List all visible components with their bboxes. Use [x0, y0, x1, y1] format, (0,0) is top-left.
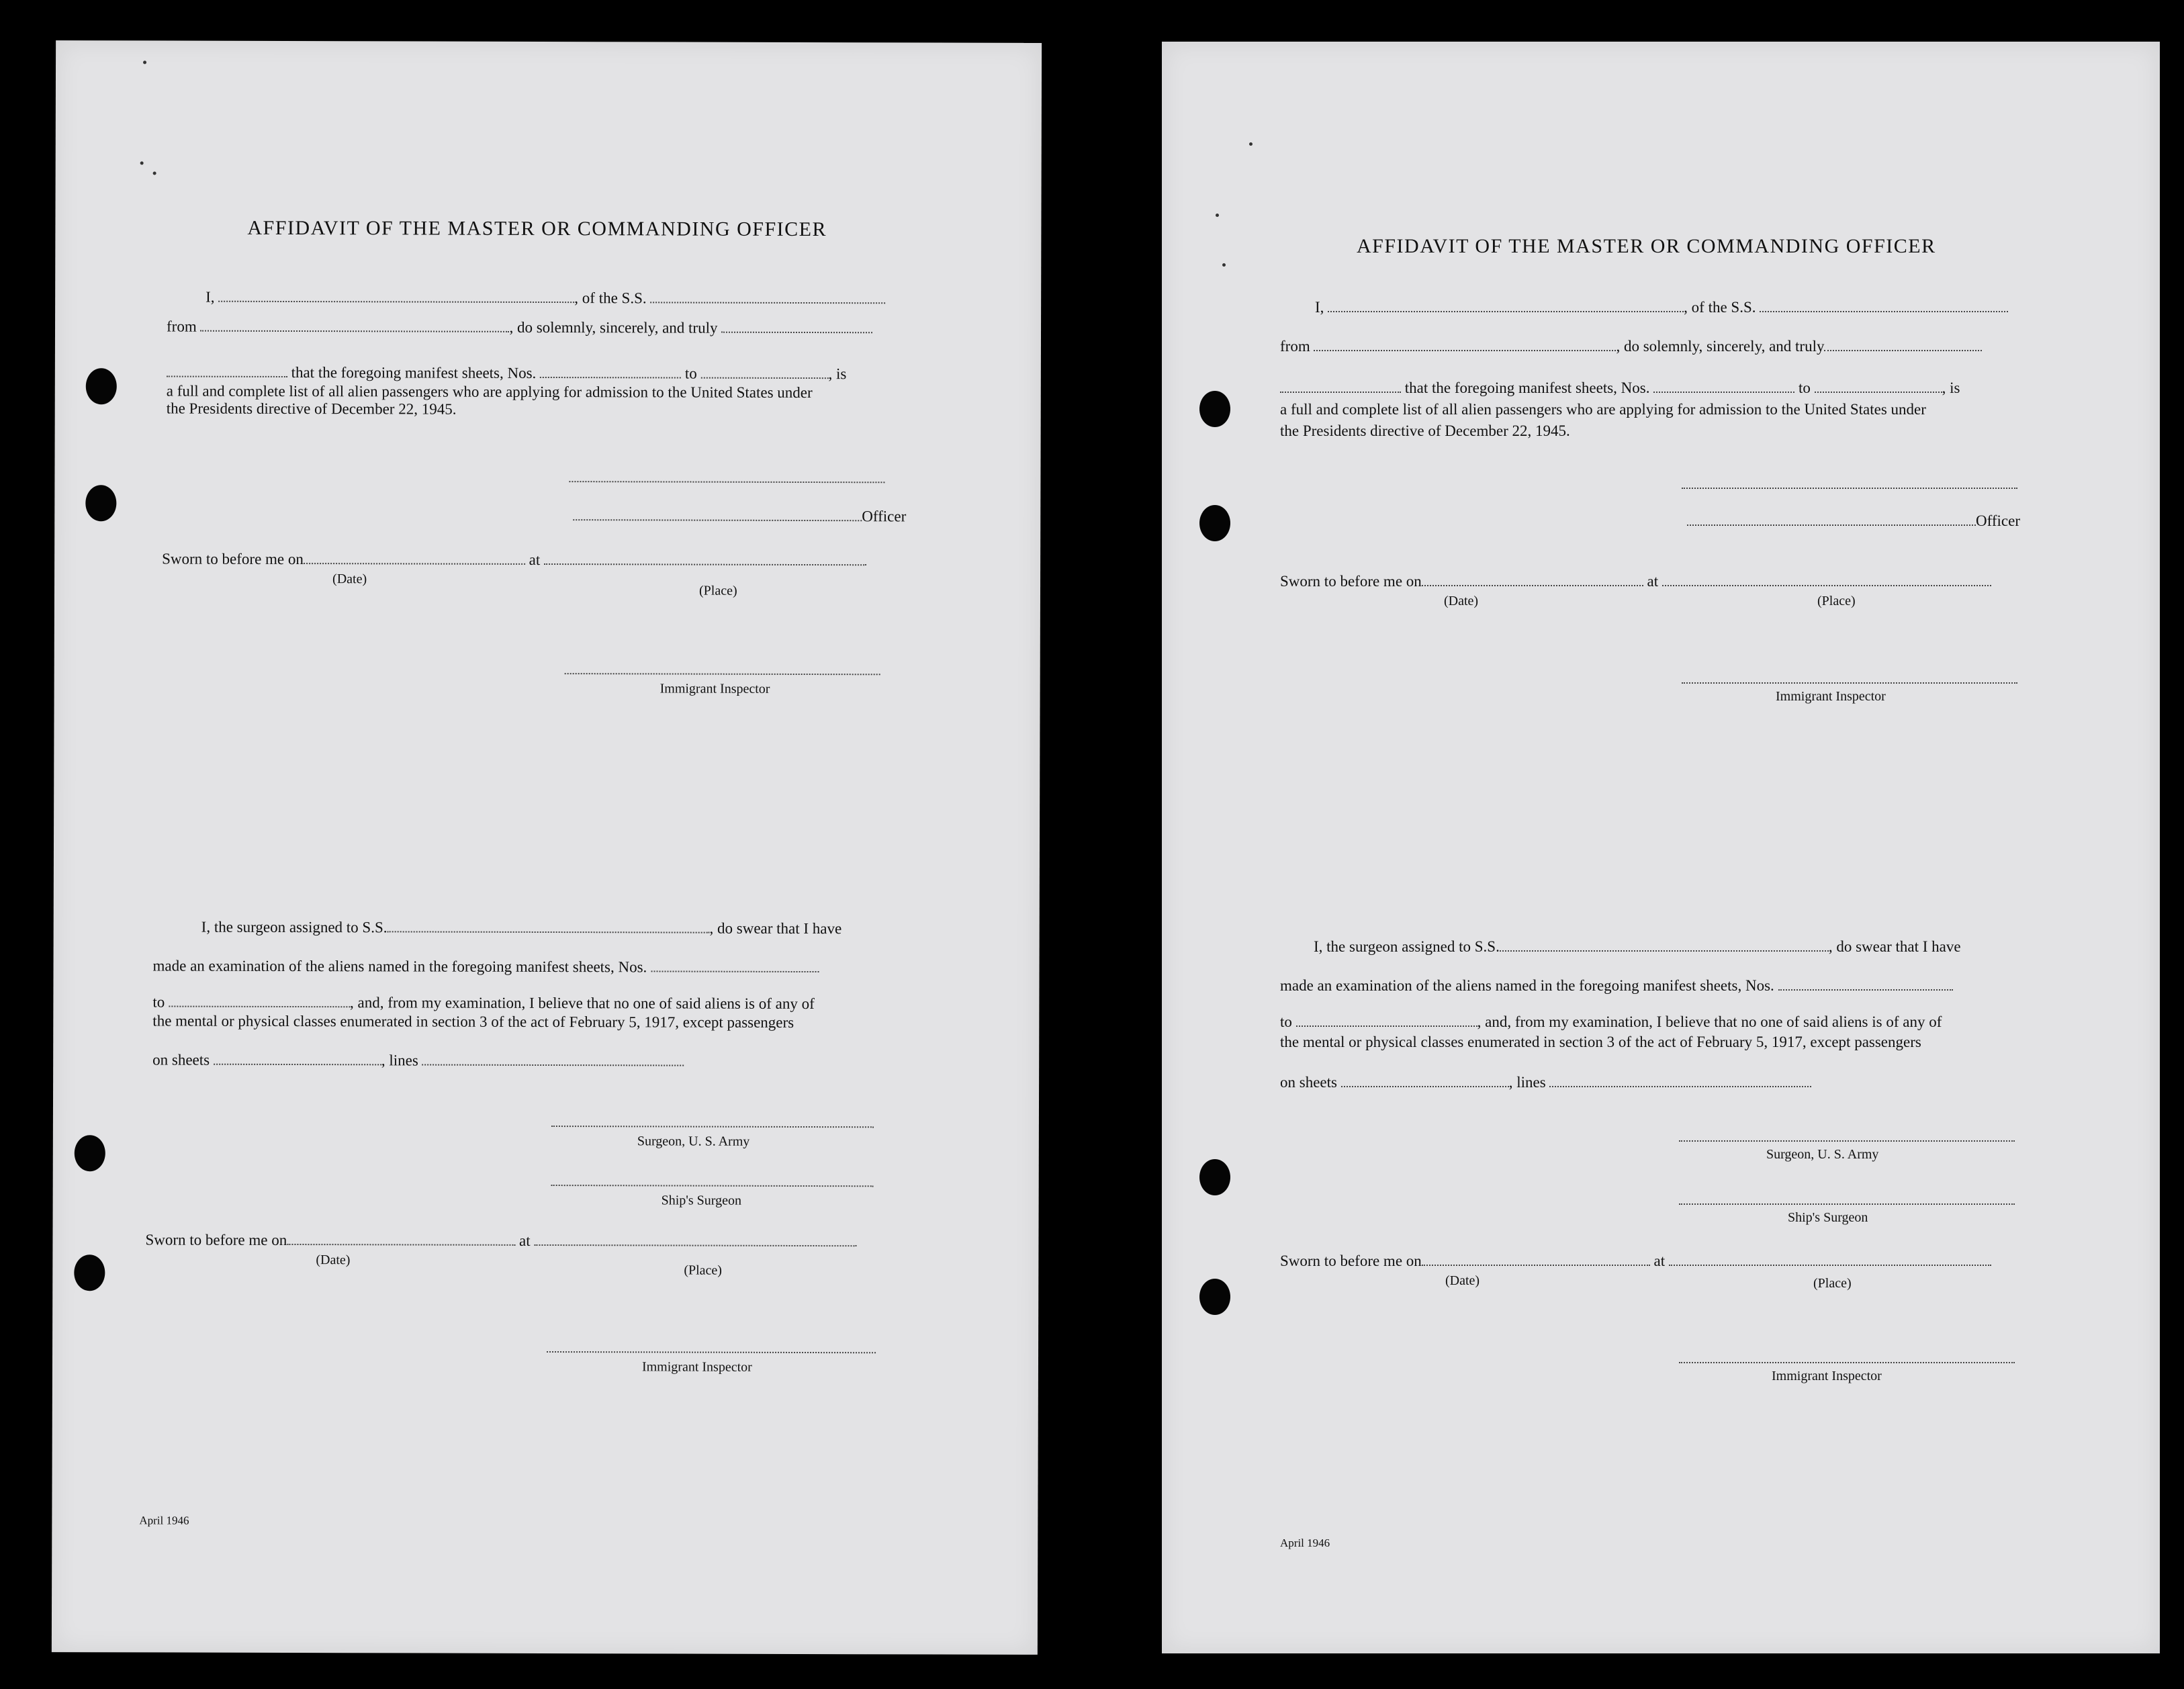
inspector-line: [1679, 1362, 2015, 1363]
footer-date: April 1946: [139, 1514, 189, 1527]
inspector-line: [565, 673, 880, 675]
surgeon-line-1: I, the surgeon assigned to S.S. , do swear that I have: [201, 918, 842, 938]
affidavit-title: AFFIDAVIT OF THE MASTER OR COMMANDING OFFICER: [247, 216, 827, 241]
punch-hole: [85, 485, 116, 521]
surgeon-line-1: I, the surgeon assigned to S.S. , do swear that I have: [1314, 938, 1961, 955]
punch-hole: [1199, 391, 1230, 427]
date-caption: (Date): [1444, 594, 1479, 608]
affidavit-line-5: the Presidents directive of December 22, 1945.: [1280, 422, 1570, 439]
officer-line: Officer: [1687, 512, 2020, 531]
surgeon-sworn-line: Sworn to before me on at: [145, 1230, 856, 1251]
immigrant-inspector-caption: Immigrant Inspector: [1772, 1369, 1882, 1383]
surgeon-line-5: on sheets , lines: [152, 1050, 684, 1070]
inspector-line: [547, 1351, 876, 1353]
affidavit-line-3: that the foregoing manifest sheets, Nos. to , is: [1280, 379, 1960, 398]
affidavit-line-2: from , do solemnly, sincerely, and truly: [1280, 337, 1982, 356]
affidavit-line-1: I, , of the S.S.: [1315, 298, 2008, 317]
surgeon-line-3: to , and, from my examination, I believe that no one of said aliens is of any of: [152, 993, 815, 1013]
immigrant-inspector-caption: Immigrant Inspector: [641, 1359, 752, 1375]
surgeon-line-5: on sheets , lines: [1280, 1073, 1811, 1092]
punch-hole: [86, 368, 117, 404]
affidavit-line-3: that the foregoing manifest sheets, Nos. to , is: [167, 363, 847, 384]
punch-hole: [1199, 1159, 1230, 1195]
punch-hole: [74, 1254, 105, 1291]
officer-line: Officer: [573, 506, 906, 526]
punch-hole: [75, 1135, 105, 1171]
date-caption: (Date): [316, 1252, 351, 1268]
surgeon-sworn-line: Sworn to before me on at: [1280, 1252, 1991, 1271]
affidavit-line-4: a full and complete list of all alien passengers who are applying for admission to the United States under: [1280, 401, 1926, 418]
immigrant-inspector-caption: Immigrant Inspector: [659, 681, 770, 696]
place-caption: (Place): [684, 1263, 723, 1278]
surgeon-line-4: the mental or physical classes enumerated in section 3 of the act of February 5, 1917, except passengers: [152, 1012, 794, 1031]
date-caption: (Date): [332, 572, 367, 587]
ships-surgeon-caption: Ship's Surgeon: [1788, 1210, 1868, 1225]
army-surgeon-caption: Surgeon, U. S. Army: [637, 1134, 750, 1149]
form-page-right: [1162, 42, 2160, 1653]
affidavit-line-5: the Presidents directive of December 22, 1945.: [166, 400, 457, 418]
ships-surgeon-line: [551, 1185, 874, 1187]
punch-hole: [1199, 505, 1230, 541]
affidavit-line-2: from , do solemnly, sincerely, and truly: [167, 318, 872, 338]
footer-date: April 1946: [1280, 1537, 1330, 1549]
surgeon-line-4: the mental or physical classes enumerated in section 3 of the act of February 5, 1917, except passengers: [1280, 1034, 1921, 1050]
army-surgeon-line: [1679, 1140, 2015, 1142]
affidavit-line-1: I, , of the S.S.: [206, 288, 885, 309]
surgeon-line-2: made an examination of the aliens named in the foregoing manifest sheets, Nos.: [152, 956, 819, 977]
signature-line: [569, 481, 884, 483]
inspector-line: [1682, 682, 2017, 684]
form-page-left: [52, 40, 1042, 1655]
place-caption: (Place): [1813, 1276, 1852, 1291]
ships-surgeon-caption: Ship's Surgeon: [661, 1193, 742, 1208]
place-caption: (Place): [698, 583, 737, 598]
ships-surgeon-line: [1679, 1203, 2015, 1205]
date-caption: (Date): [1445, 1273, 1480, 1288]
army-surgeon-caption: Surgeon, U. S. Army: [1766, 1147, 1879, 1162]
punch-hole: [1199, 1279, 1230, 1315]
surgeon-line-2: made an examination of the aliens named in the foregoing manifest sheets, Nos.: [1280, 976, 1953, 995]
sworn-line: Sworn to before me on at: [1280, 572, 1991, 591]
army-surgeon-line: [551, 1126, 874, 1128]
surgeon-line-3: to , and, from my examination, I believe that no one of said aliens is of any of: [1280, 1013, 1942, 1030]
affidavit-line-4: a full and complete list of all alien passengers who are applying for admission to the United States under: [166, 382, 813, 402]
sworn-line: Sworn to before me on at: [162, 549, 866, 570]
place-caption: (Place): [1817, 594, 1856, 608]
affidavit-title: AFFIDAVIT OF THE MASTER OR COMMANDING OFFICER: [1357, 235, 1936, 257]
signature-line: [1682, 488, 2017, 489]
immigrant-inspector-caption: Immigrant Inspector: [1776, 689, 1886, 704]
